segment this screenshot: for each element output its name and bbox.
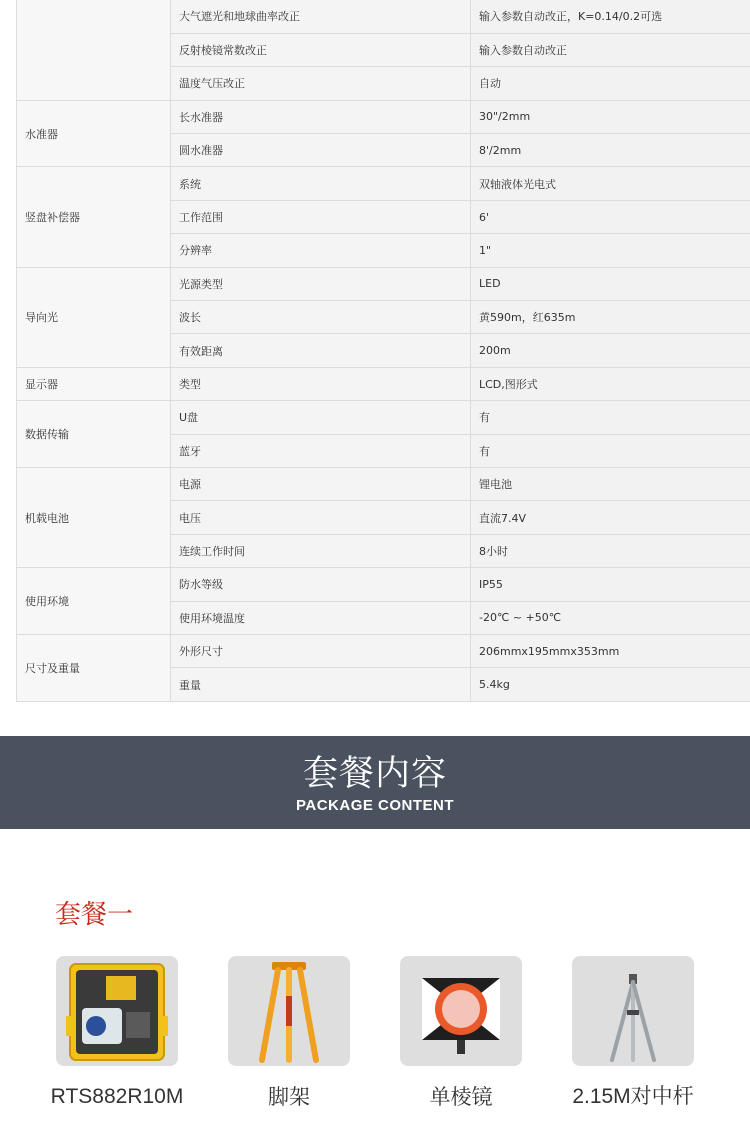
spec-category: 竖盘补偿器 <box>17 167 171 267</box>
product-label: RTS882R10M <box>50 1085 184 1108</box>
spec-item: 连续工作时间 <box>171 534 471 567</box>
spec-item: 系统 <box>171 167 471 200</box>
spec-row <box>17 467 750 500</box>
spec-value: 30"/2mm <box>471 100 750 133</box>
spec-value: 直流7.4V <box>471 501 750 534</box>
spec-item: 波长 <box>171 301 471 334</box>
spec-value: IP55 <box>471 568 750 601</box>
spec-row <box>17 100 750 133</box>
spec-table <box>16 0 750 702</box>
spec-row <box>17 267 750 300</box>
spec-value: LED <box>471 267 750 300</box>
spec-table-body <box>17 0 750 701</box>
spec-value: 8'/2mm <box>471 134 750 167</box>
spec-row <box>17 401 750 434</box>
spec-value: 8小时 <box>471 534 750 567</box>
spec-row <box>17 367 750 400</box>
spec-row <box>17 634 750 667</box>
spec-value: 有 <box>471 401 750 434</box>
spec-value: 5.4kg <box>471 668 750 701</box>
centering-pole-icon <box>572 956 694 1066</box>
product-label: 脚架 <box>268 1085 310 1109</box>
spec-row <box>17 568 750 601</box>
spec-category: 尺寸及重量 <box>17 634 171 701</box>
spec-item: 蓝牙 <box>171 434 471 467</box>
spec-category: 显示器 <box>17 367 171 400</box>
package-title: 套餐一 <box>55 900 134 930</box>
prism-icon <box>400 956 522 1066</box>
spec-item: 电源 <box>171 467 471 500</box>
product-prism <box>386 956 536 1111</box>
spec-value: 有 <box>471 434 750 467</box>
spec-value: -20℃ ~ +50℃ <box>471 601 750 634</box>
product-total-station <box>42 956 192 1111</box>
spec-item: 电压 <box>171 501 471 534</box>
spec-value: 输入参数自动改正，K=0.14/0.2可选 <box>471 0 750 33</box>
banner-title: 套餐内容 <box>302 754 447 794</box>
spec-category: 机载电池 <box>17 467 171 567</box>
spec-value: 206mmx195mmx353mm <box>471 634 750 667</box>
spec-item: 防水等级 <box>171 568 471 601</box>
spec-item: 长水准器 <box>171 100 471 133</box>
spec-row <box>17 0 750 33</box>
spec-item: 反射棱镜常数改正 <box>171 33 471 66</box>
spec-category <box>17 0 171 100</box>
spec-item: 使用环境温度 <box>171 601 471 634</box>
banner-subtitle: PACKAGE CONTENT <box>295 797 455 814</box>
package-banner <box>0 736 750 829</box>
spec-item: 有效距离 <box>171 334 471 367</box>
spec-value: 黄590m，红635m <box>471 301 750 334</box>
spec-item: 分辨率 <box>171 234 471 267</box>
spec-category: 数据传输 <box>17 401 171 468</box>
spec-value: 双轴液体光电式 <box>471 167 750 200</box>
product-tripod <box>214 956 364 1111</box>
product-centering-pole <box>558 956 708 1111</box>
spec-value: 1" <box>471 234 750 267</box>
spec-value: 6' <box>471 200 750 233</box>
spec-item: 光源类型 <box>171 267 471 300</box>
spec-item: U盘 <box>171 401 471 434</box>
spec-item: 大气遮光和地球曲率改正 <box>171 0 471 33</box>
spec-value: 锂电池 <box>471 467 750 500</box>
product-label: 单棱镜 <box>429 1085 493 1109</box>
spec-item: 外形尺寸 <box>171 634 471 667</box>
spec-value: 输入参数自动改正 <box>471 33 750 66</box>
total-station-case-icon <box>56 956 178 1066</box>
spec-category: 使用环境 <box>17 568 171 635</box>
spec-category: 水准器 <box>17 100 171 167</box>
spec-category: 导向光 <box>17 267 171 367</box>
spec-item: 重量 <box>171 668 471 701</box>
spec-value: LCD,图形式 <box>471 367 750 400</box>
tripod-icon <box>228 956 350 1066</box>
spec-item: 工作范围 <box>171 200 471 233</box>
spec-item: 圆水准器 <box>171 134 471 167</box>
spec-value: 自动 <box>471 67 750 100</box>
spec-item: 类型 <box>171 367 471 400</box>
spec-row <box>17 167 750 200</box>
spec-item: 温度气压改正 <box>171 67 471 100</box>
product-label: 2.15M对中杆 <box>572 1085 694 1108</box>
spec-value: 200m <box>471 334 750 367</box>
